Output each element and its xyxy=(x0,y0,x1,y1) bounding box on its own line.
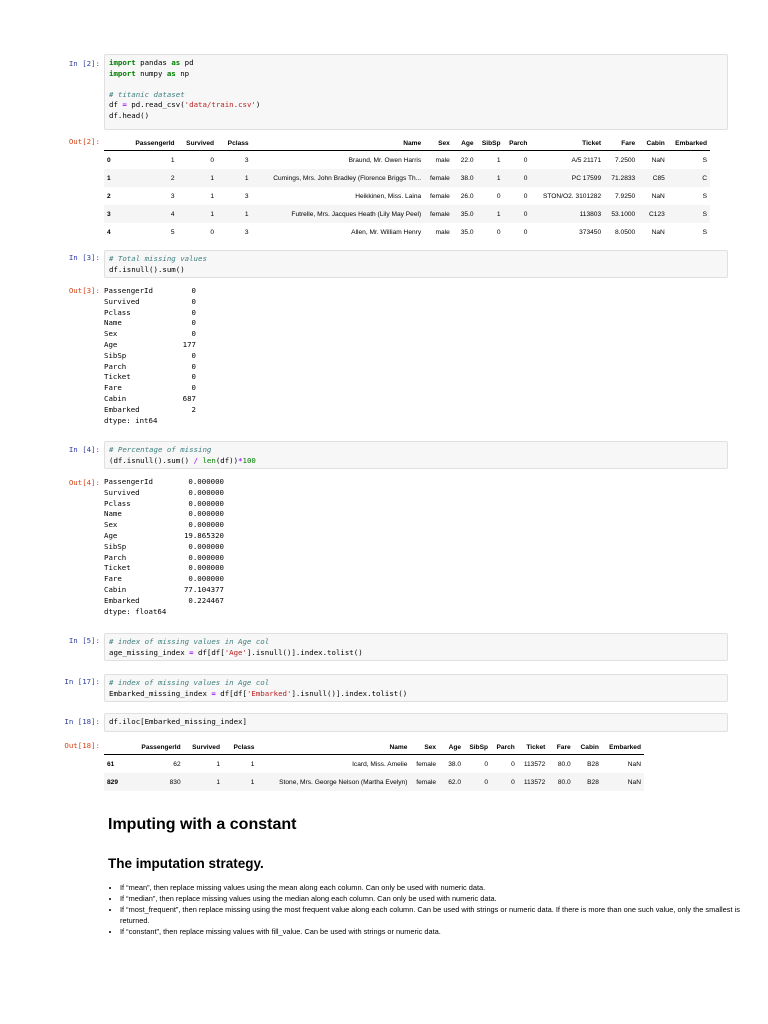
table-cell: 22.0 xyxy=(460,156,474,164)
code-line: age_missing_index = df[df['Age'].isnull()].index.tolist() xyxy=(109,647,363,657)
dtype-line: dtype: int64 xyxy=(104,415,158,425)
series-value: 0 xyxy=(191,361,196,371)
series-key: Embarked xyxy=(104,404,140,414)
column-header: Name xyxy=(252,136,425,151)
out-prompt: Out[18]: xyxy=(64,741,100,750)
table-cell: 0 xyxy=(523,192,528,200)
series-key: Parch xyxy=(104,552,127,562)
code-line: df = pd.read_csv('data/train.csv') xyxy=(109,100,261,110)
table-cell: NaN xyxy=(651,228,665,236)
series-key: Cabin xyxy=(104,584,127,594)
dataframe-output xyxy=(104,136,710,241)
column-header: Embarked xyxy=(668,136,710,151)
table-cell: 0 xyxy=(523,228,528,236)
out-prompt: Out[4]: xyxy=(68,478,100,487)
table-cell: Stone, Mrs. George Nelson (Martha Evelyn) xyxy=(257,773,410,791)
series-key: Pclass xyxy=(104,307,131,317)
code-line: # Percentage of missing xyxy=(109,445,212,454)
table-cell: NaN xyxy=(627,760,641,768)
series-key: SibSp xyxy=(104,350,127,360)
table-cell: 113572 xyxy=(523,760,546,768)
table-cell: Cumings, Mrs. John Bradley (Florence Briggs Th... xyxy=(252,169,425,187)
table-cell: C xyxy=(668,169,710,187)
row-index: 2 xyxy=(107,192,111,200)
table-cell: 53.1000 xyxy=(604,205,638,223)
table-cell: 4 xyxy=(119,205,177,223)
series-row xyxy=(104,297,196,308)
series-key: Ticket xyxy=(104,372,131,382)
series-row xyxy=(104,509,224,520)
in-prompt: In [3]: xyxy=(68,253,100,262)
table-cell: male xyxy=(435,156,450,164)
out-prompt: Out[2]: xyxy=(68,137,100,146)
series-value: 0 xyxy=(191,318,196,328)
series-key: Name xyxy=(104,318,122,328)
table-cell: C85 xyxy=(638,169,668,187)
code-input[interactable] xyxy=(104,674,728,702)
table-header-row xyxy=(104,136,710,151)
table-cell: male xyxy=(435,228,450,236)
table-cell: 1 xyxy=(477,169,504,187)
table-row xyxy=(104,169,710,187)
series-value: 2 xyxy=(191,404,196,414)
series-key: Age xyxy=(104,530,118,540)
code-line: import numpy as np xyxy=(109,68,190,78)
table-cell: 1 xyxy=(178,205,217,223)
table-cell: 1 xyxy=(223,773,257,791)
column-header: Ticket xyxy=(530,136,604,151)
column-header: Survived xyxy=(178,136,217,151)
series-key: Sex xyxy=(104,520,118,530)
series-row xyxy=(104,542,224,553)
series-row xyxy=(104,520,224,531)
series-row xyxy=(104,286,196,297)
column-header: PassengerId xyxy=(126,740,184,755)
series-row xyxy=(104,318,196,329)
table-cell: 3 xyxy=(244,192,249,200)
series-value: 19.865320 xyxy=(183,530,224,540)
series-key: Embarked xyxy=(104,595,140,605)
series-text xyxy=(104,286,196,426)
series-value: 0.000000 xyxy=(188,541,224,551)
table-cell: NaN xyxy=(651,156,665,164)
series-row xyxy=(104,477,224,488)
table-cell: 1 xyxy=(217,205,252,223)
column-header xyxy=(104,136,119,151)
table-header-row xyxy=(104,740,644,755)
series-key: PassengerId xyxy=(104,477,153,486)
table-cell: 0 xyxy=(511,760,515,768)
series-value: 0.000000 xyxy=(188,552,224,562)
series-row xyxy=(104,329,196,340)
table-cell: C123 xyxy=(638,205,668,223)
table-cell: 26.0 xyxy=(460,192,474,200)
table-cell: female xyxy=(430,192,450,200)
series-value: 0 xyxy=(191,329,196,339)
table-cell: 35.0 xyxy=(453,205,477,223)
series-output xyxy=(104,286,196,426)
table-cell: 1 xyxy=(178,169,217,187)
series-value: 0 xyxy=(191,286,196,295)
column-header: Cabin xyxy=(638,136,668,151)
code-line: # index of missing values in Age col xyxy=(109,678,270,687)
code-input[interactable] xyxy=(104,441,728,469)
code-text xyxy=(109,678,723,699)
table-cell: 1 xyxy=(216,760,220,768)
series-row xyxy=(104,585,224,596)
table-cell: 113572 xyxy=(518,773,549,791)
in-prompt: In [2]: xyxy=(68,59,100,68)
bullet-item: • If “mean”, then replace missing values using the mean along each column. Can only be used with numeric data. xyxy=(120,882,740,893)
table-cell: Allen, Mr. William Henry xyxy=(351,228,422,236)
series-key: Fare xyxy=(104,383,122,393)
row-index: 61 xyxy=(107,760,115,768)
table-cell: PC 17599 xyxy=(530,169,604,187)
series-value: 0.000000 xyxy=(188,574,224,584)
series-value: 0.000000 xyxy=(188,563,224,573)
series-value: 0 xyxy=(191,296,196,306)
table-cell: female xyxy=(424,169,453,187)
series-row xyxy=(104,405,196,416)
table-cell: female xyxy=(410,773,439,791)
column-header: Fare xyxy=(548,740,573,755)
row-index: 829 xyxy=(104,773,126,791)
section-heading: Imputing with a constant xyxy=(108,816,297,833)
series-value: 0 xyxy=(191,383,196,393)
table-row xyxy=(104,773,644,791)
code-text xyxy=(109,637,723,658)
series-row xyxy=(104,574,224,585)
dtype-line: dtype: float64 xyxy=(104,606,167,616)
table-cell: A/5 21171 xyxy=(571,156,602,164)
dataframe-table xyxy=(104,740,644,791)
series-row xyxy=(104,499,224,510)
table-cell: 5 xyxy=(170,228,175,236)
table-cell: 38.0 xyxy=(448,760,462,768)
table-cell: 71.2833 xyxy=(604,169,638,187)
code-input[interactable] xyxy=(104,54,728,130)
series-key: Name xyxy=(104,509,122,519)
dataframe-output xyxy=(104,740,644,791)
table-cell: 0 xyxy=(464,773,491,791)
series-row xyxy=(104,340,196,351)
series-key: Survived xyxy=(104,296,140,306)
in-prompt: In [5]: xyxy=(68,636,100,645)
series-row xyxy=(104,383,196,394)
code-input[interactable] xyxy=(104,250,728,278)
table-cell: 0 xyxy=(491,773,518,791)
series-value: 0.000000 xyxy=(188,520,224,530)
series-value: 0.224467 xyxy=(188,595,224,605)
table-cell: 1 xyxy=(496,156,501,164)
table-cell: NaN xyxy=(651,192,665,200)
row-index: 1 xyxy=(104,169,119,187)
code-line: (df.isnull().sum() / len(df))*100 xyxy=(109,455,256,465)
table-cell: 0 xyxy=(523,156,528,164)
table-cell: Heikkinen, Miss. Laina xyxy=(355,192,422,200)
column-header: Sex xyxy=(410,740,439,755)
table-cell: 0 xyxy=(210,228,215,236)
series-row xyxy=(104,553,224,564)
series-row xyxy=(104,596,224,607)
column-header: Ticket xyxy=(518,740,549,755)
bullet-list xyxy=(108,882,740,937)
series-value: 0 xyxy=(191,350,196,360)
table-cell: 0 xyxy=(484,760,488,768)
bullet-item: • If “most_frequent”, then replace missing using the most frequent value along each column. Can be used with strings or numeric data. If there is more than one such value, only the smallest is returned. xyxy=(120,904,740,926)
table-cell: 62 xyxy=(173,760,181,768)
code-text xyxy=(109,445,723,466)
row-index: 4 xyxy=(107,228,111,236)
column-header: Embarked xyxy=(602,740,644,755)
series-value: 77.104377 xyxy=(183,584,224,594)
table-cell: 38.0 xyxy=(453,169,477,187)
table-row xyxy=(104,151,710,170)
table-cell: 7.2500 xyxy=(615,156,636,164)
table-row xyxy=(104,205,710,223)
table-cell: 1 xyxy=(170,156,175,164)
series-key: Cabin xyxy=(104,393,127,403)
series-key: Fare xyxy=(104,574,122,584)
table-cell: 62.0 xyxy=(439,773,464,791)
row-index: 0 xyxy=(107,156,111,164)
table-cell: 80.0 xyxy=(548,773,573,791)
series-key: Age xyxy=(104,339,118,349)
series-key: SibSp xyxy=(104,541,127,551)
bullet-item: • If “median”, then replace missing values using the median along each column. Can only be used with numeric data. xyxy=(120,893,740,904)
series-value: 687 xyxy=(182,393,196,403)
table-row xyxy=(104,755,644,774)
table-cell: 1 xyxy=(477,205,504,223)
table-cell: NaN xyxy=(602,773,644,791)
series-row xyxy=(104,308,196,319)
table-cell: 3 xyxy=(244,156,249,164)
series-key: Pclass xyxy=(104,498,131,508)
series-row xyxy=(104,351,196,362)
table-row xyxy=(104,223,710,241)
dataframe-table xyxy=(104,136,710,241)
table-cell: S xyxy=(702,192,707,200)
code-line: import pandas as pd xyxy=(109,58,194,67)
table-cell: Braund, Mr. Owen Harris xyxy=(348,156,422,164)
series-key: PassengerId xyxy=(104,286,153,295)
subsection-heading: The imputation strategy. xyxy=(108,856,264,871)
series-value: 177 xyxy=(182,339,196,349)
code-line: df.isnull().sum() xyxy=(109,264,185,274)
series-row xyxy=(104,488,224,499)
column-header: Parch xyxy=(504,136,531,151)
table-cell: female xyxy=(416,760,437,768)
table-cell: S xyxy=(702,228,707,236)
table-cell: female xyxy=(424,205,453,223)
series-row xyxy=(104,563,224,574)
series-row xyxy=(104,531,224,542)
code-text xyxy=(109,58,723,122)
in-prompt: In [4]: xyxy=(68,445,100,454)
table-cell: S xyxy=(668,205,710,223)
table-cell: 0 xyxy=(496,192,501,200)
table-cell: 35.0 xyxy=(460,228,474,236)
code-text xyxy=(109,254,723,275)
series-text xyxy=(104,477,224,617)
table-cell: STON/O2. 3101282 xyxy=(542,192,602,200)
table-cell: 7.9250 xyxy=(615,192,636,200)
column-header: PassengerId xyxy=(119,136,177,151)
code-line: df.head() xyxy=(109,110,150,120)
series-row xyxy=(104,394,196,405)
table-cell: Icard, Miss. Amelie xyxy=(352,760,408,768)
code-line: df.iloc[Embarked_missing_index] xyxy=(109,717,247,726)
code-line: # index of missing values in Age col xyxy=(109,637,270,646)
table-cell: 1 xyxy=(210,192,215,200)
column-header: Age xyxy=(439,740,464,755)
code-line xyxy=(109,79,723,90)
column-header: Pclass xyxy=(223,740,257,755)
code-line: Embarked_missing_index = df[df['Embarked'].isnull()].index.tolist() xyxy=(109,688,408,698)
column-header xyxy=(104,740,126,755)
table-cell: 1 xyxy=(217,169,252,187)
table-cell: 3 xyxy=(244,228,249,236)
series-key: Parch xyxy=(104,361,127,371)
table-cell: B28 xyxy=(587,760,599,768)
series-value: 0.000000 xyxy=(188,477,224,486)
series-row xyxy=(104,362,196,373)
table-cell: 0 xyxy=(504,205,531,223)
column-header: Fare xyxy=(604,136,638,151)
series-value: 0.000000 xyxy=(188,509,224,519)
column-header: Survived xyxy=(184,740,223,755)
table-cell: S xyxy=(702,156,707,164)
series-row xyxy=(104,372,196,383)
table-cell: B28 xyxy=(574,773,602,791)
series-output xyxy=(104,477,224,617)
code-input[interactable] xyxy=(104,713,728,732)
column-header: Sex xyxy=(424,136,453,151)
column-header: SibSp xyxy=(464,740,491,755)
series-value: 0.000000 xyxy=(188,487,224,497)
series-value: 0 xyxy=(191,372,196,382)
column-header: Cabin xyxy=(574,740,602,755)
code-line: # Total missing values xyxy=(109,254,207,263)
table-cell: 80.0 xyxy=(557,760,571,768)
code-line: # titanic dataset xyxy=(109,89,185,99)
series-value: 0 xyxy=(191,307,196,317)
code-input[interactable] xyxy=(104,633,728,661)
in-prompt: In [18]: xyxy=(64,717,100,726)
table-cell: 0 xyxy=(496,228,501,236)
column-header: Name xyxy=(257,740,410,755)
bullet-item: • If “constant”, then replace missing values with fill_value. Can be used with strings or numeric data. xyxy=(120,926,740,937)
series-key: Ticket xyxy=(104,563,131,573)
series-key: Survived xyxy=(104,487,140,497)
table-cell: 830 xyxy=(126,773,184,791)
series-value: 0.000000 xyxy=(188,498,224,508)
table-cell: 0 xyxy=(210,156,215,164)
column-header: Pclass xyxy=(217,136,252,151)
column-header: Parch xyxy=(491,740,518,755)
series-key: Sex xyxy=(104,329,118,339)
in-prompt: In [17]: xyxy=(64,677,100,686)
table-cell: 1 xyxy=(184,773,223,791)
table-cell: 113803 xyxy=(530,205,604,223)
column-header: SibSp xyxy=(477,136,504,151)
table-cell: 373450 xyxy=(579,228,602,236)
column-header: Age xyxy=(453,136,477,151)
table-cell: 2 xyxy=(119,169,177,187)
out-prompt: Out[3]: xyxy=(68,286,100,295)
table-cell: 3 xyxy=(170,192,175,200)
table-cell: 1 xyxy=(250,760,255,768)
table-cell: Futrelle, Mrs. Jacques Heath (Lily May Peel) xyxy=(252,205,425,223)
row-index: 3 xyxy=(104,205,119,223)
table-cell: 0 xyxy=(504,169,531,187)
code-text xyxy=(109,717,723,728)
table-cell: 8.0500 xyxy=(615,228,636,236)
table-row xyxy=(104,187,710,205)
